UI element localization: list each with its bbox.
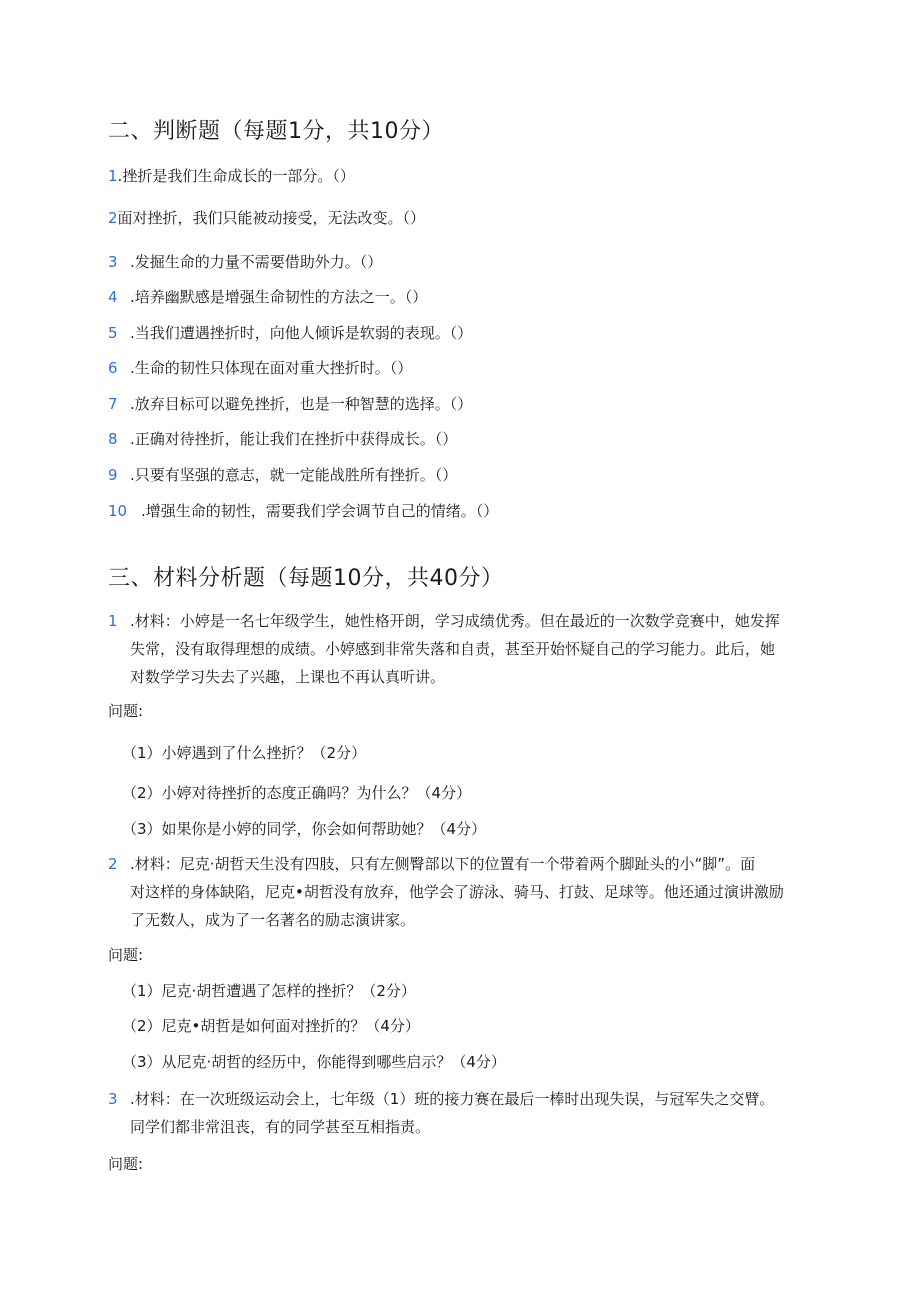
question-item: （3）从尼克·胡哲的经历中，你能得到哪些启示？（4分）: [122, 1053, 506, 1071]
item-text: .放弃目标可以避免挫折，也是一种智慧的选择。（）: [130, 395, 473, 413]
item-text: .正确对待挫折，能让我们在挫折中获得成长。（）: [130, 430, 458, 448]
question-label: 问题:: [108, 946, 144, 964]
material-line: .材料：在一次班级运动会上，七年级（1）班的接力赛在最后一棒时出现失误，与冠军失之交臂。: [130, 1090, 775, 1108]
item-number: 6: [108, 359, 118, 377]
question-item: （1）尼克·胡哲遭遇了怎样的挫折？（2分）: [122, 982, 416, 1000]
material-3-number: 3: [108, 1090, 118, 1108]
material-1-number: 1: [108, 612, 118, 630]
item-number: 7: [108, 395, 118, 413]
judgment-item-4: [108, 283, 427, 311]
material-2-number: 2: [108, 855, 118, 873]
item-text: .增强生命的韧性，需要我们学会调节自己的情绪。（）: [141, 502, 499, 520]
item-number: 2: [108, 209, 118, 227]
item-text: 面对挫折，我们只能被动接受，无法改变。（）: [117, 209, 426, 227]
material-line: 了无数人，成为了一名著名的励志演讲家。: [130, 911, 416, 929]
item-text: .挫折是我们生命成长的一部分。（）: [117, 167, 355, 185]
judgment-item-7: [108, 390, 472, 418]
item-text: .培养幽默感是增强生命韧性的方法之一。（）: [130, 288, 428, 306]
judgment-item-10: [108, 497, 498, 525]
material-1-text: [130, 607, 810, 691]
item-number: 8: [108, 430, 118, 448]
material-line: 对数学学习失去了兴趣，上课也不再认真听讲。: [130, 668, 446, 686]
question-item: （2）小婷对待挫折的态度正确吗？为什么？（4分）: [122, 784, 472, 802]
judgment-item-3: [108, 248, 382, 276]
section-2-heading: 二、判断题（每题1分，共10分）: [108, 119, 444, 144]
question-item: （3）如果你是小婷的同学，你会如何帮助她？（4分）: [122, 820, 487, 838]
material-2-text: [130, 850, 810, 934]
item-text: .当我们遭遇挫折时，向他人倾诉是软弱的表现。（）: [130, 324, 473, 342]
question-item: （1）小婷遇到了什么挫折？（2分）: [122, 744, 367, 762]
item-number: 10: [108, 502, 128, 520]
material-line: 失常，没有取得理想的成绩。小婷感到非常失落和自责，甚至开始怀疑自己的学习能力。此后，她: [130, 640, 776, 658]
material-3-text: [130, 1085, 810, 1141]
item-text: .发掘生命的力量不需要借助外力。（）: [130, 253, 383, 271]
question-label: 问题:: [108, 702, 144, 720]
item-text: .只要有坚强的意志，就一定能战胜所有挫折。（）: [130, 466, 458, 484]
judgment-item-1: [108, 162, 355, 190]
question-label: 问题:: [108, 1155, 144, 1173]
item-number: 4: [108, 288, 118, 306]
material-line: .材料：小婷是一名七年级学生，她性格开朗，学习成绩优秀。但在最近的一次数学竞赛中，她发挥: [130, 612, 780, 630]
material-line: 同学们都非常沮丧，有的同学甚至互相指责。: [130, 1118, 431, 1136]
judgment-item-8: [108, 425, 457, 453]
judgment-item-9: [108, 461, 457, 489]
material-line: .材料：尼克·胡哲天生没有四肢，只有左侧臀部以下的位置有一个带着两个脚趾头的小“脚”。面: [130, 855, 756, 873]
section-3-heading: 三、材料分析题（每题10分，共40分）: [108, 566, 504, 591]
material-line: 对这样的身体缺陷，尼克•胡哲没有放弃，他学会了游泳、骑马、打鼓、足球等。他还通过演讲激励: [130, 883, 784, 901]
judgment-item-2: [108, 204, 425, 232]
item-number: 9: [108, 466, 118, 484]
judgment-item-5: [108, 319, 472, 347]
item-number: 1: [108, 167, 118, 185]
judgment-item-6: [108, 354, 412, 382]
question-item: （2）尼克•胡哲是如何面对挫折的？（4分）: [122, 1017, 420, 1035]
item-number: 5: [108, 324, 118, 342]
item-text: .生命的韧性只体现在面对重大挫折时。（）: [130, 359, 413, 377]
item-number: 3: [108, 253, 118, 271]
